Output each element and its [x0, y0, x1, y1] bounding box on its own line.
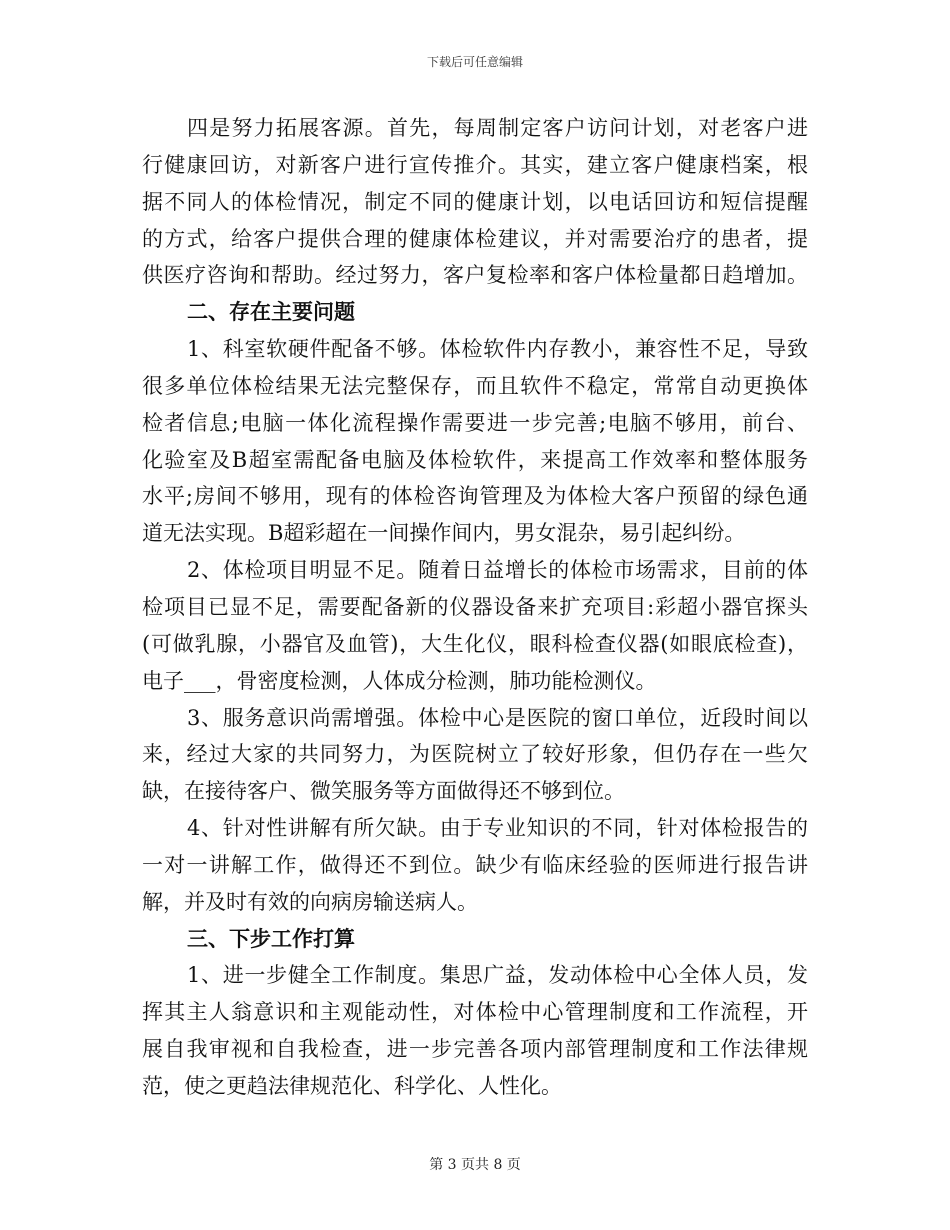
paragraph-line: 化验室及B超室需配备电脑及体检软件，来提高工作效率和整体服务: [142, 447, 808, 472]
paragraph-issue-1: [142, 331, 808, 552]
header-note: 下载后可任意编辑: [426, 55, 523, 69]
paragraph-line: 范，使之更趋法律规范化、科学化、人性化。: [142, 1073, 562, 1098]
paragraph-line: 3、服务意识尚需增强。体检中心是医院的窗口单位，近段时间以: [187, 705, 808, 730]
paragraph-line: 道无法实现。B超彩超在一间操作间内，男女混杂，易引起纠纷。: [142, 521, 746, 546]
document-body: [142, 110, 808, 1105]
section-heading-plans: 三、下步工作打算: [187, 925, 355, 951]
paragraph-line: 据不同人的体检情况，制定不同的健康计划，以电话回访和短信提醒: [142, 189, 808, 214]
section-heading-issues: 二、存在主要问题: [187, 299, 355, 325]
paragraph-line: (可做乳腺，小器官及血管)，大生化仪，眼科检查仪器(如眼底检查)，: [142, 631, 808, 656]
paragraph-line: 四是努力拓展客源。首先，每周制定客户访问计划，对老客户进: [187, 116, 808, 140]
paragraph-line: 挥其主人翁意识和主观能动性，对体检中心管理制度和工作流程，开: [142, 1000, 808, 1025]
paragraph-line: 行健康回访，对新客户进行宣传推介。其实，建立客户健康档案，根: [142, 152, 808, 177]
paragraph-line: 1、科室软硬件配备不够。体检软件内存教小，兼容性不足，导致: [187, 337, 808, 362]
paragraph-line: 一对一讲解工作，做得还不到位。缺少有临床经验的医师进行报告讲: [142, 852, 808, 877]
paragraph-line: 来，经过大家的共同努力，为医院树立了较好形象，但仍存在一些欠: [142, 742, 808, 767]
paragraph-line: 缺，在接待客户、微笑服务等方面做得还不够到位。: [142, 779, 625, 804]
paragraph-line: 水平;房间不够用，现有的体检咨询管理及为体检大客户预留的绿色通: [142, 484, 808, 509]
paragraph-line: 供医疗咨询和帮助。经过努力，客户复检率和客户体检量都日趋增加。: [142, 263, 808, 288]
paragraph-line: 很多单位体检结果无法完整保存，而且软件不稳定，常常自动更换体: [142, 373, 808, 398]
paragraph-line: 4、针对性讲解有所欠缺。由于专业知识的不同，针对体检报告的: [187, 816, 808, 841]
paragraph-line: 展自我审视和自我检查，进一步完善各项内部管理制度和工作法律规: [142, 1037, 808, 1062]
paragraph-line: 2、体检项目明显不足。随着日益增长的体检市场需求，目前的体: [187, 558, 808, 583]
paragraph-line: 1、进一步健全工作制度。集思广益，发动体检中心全体人员，发: [187, 963, 808, 988]
paragraph-line: 检者信息;电脑一体化流程操作需要进一步完善;电脑不够用，前台、: [142, 410, 808, 435]
paragraph-line: 的方式，给客户提供合理的健康体检建议，并对需要治疗的患者，提: [142, 226, 808, 251]
paragraph-line: 解，并及时有效的向病房输送病人。: [142, 889, 478, 914]
page-number: 第 3 页共 8 页: [429, 1157, 521, 1173]
paragraph-issue-3: [142, 700, 808, 811]
paragraph-plan-1: [142, 957, 808, 1104]
paragraph-line: 检项目已显不足，需要配备新的仪器设备来扩充项目:彩超小器官探头: [142, 594, 808, 619]
paragraph-issue-2: [142, 552, 808, 699]
paragraph-issue-4: [142, 810, 808, 921]
paragraph-client-expansion: [142, 110, 808, 294]
paragraph-line: 电子___，骨密度检测，人体成分检测，肺功能检测仪。: [142, 668, 657, 693]
